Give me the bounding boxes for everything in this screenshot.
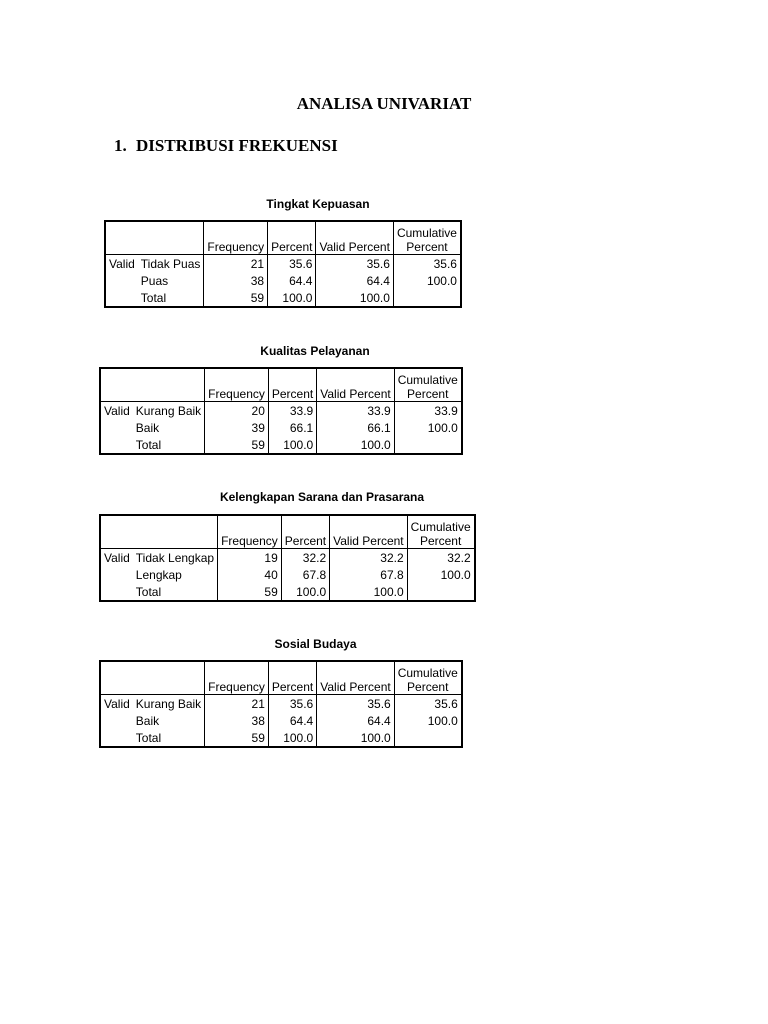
column-header: Cumulative Percent [393, 221, 461, 255]
frequency-table [99, 514, 476, 602]
percent-cell: 35.6 [268, 255, 316, 273]
row-category: Lengkap [133, 566, 218, 583]
column-header: Frequency [205, 661, 269, 695]
header-empty-cell [133, 661, 205, 695]
row-group-label: Valid [109, 257, 135, 271]
header-empty-cell [133, 368, 205, 402]
percent-cell: 66.1 [268, 419, 316, 436]
header-empty-cell [100, 368, 133, 402]
cumulative-percent-cell: 100.0 [394, 712, 462, 729]
row-group-label [100, 566, 133, 583]
frequency-cell: 21 [204, 255, 268, 273]
row-group-label [100, 419, 133, 436]
row-category: Baik [133, 419, 205, 436]
table-caption: Kualitas Pelayanan [260, 344, 370, 358]
row-group-label [105, 289, 138, 307]
percent-cell: 33.9 [268, 402, 316, 420]
column-header: Frequency [218, 515, 282, 549]
row-category: Total [133, 583, 218, 601]
section-heading [114, 136, 338, 156]
row-group-label [100, 583, 133, 601]
header-empty-cell [105, 221, 138, 255]
percent-cell: 67.8 [281, 566, 329, 583]
frequency-cell: 59 [205, 729, 269, 747]
valid-percent-cell: 66.1 [317, 419, 394, 436]
table-row [100, 583, 475, 601]
table-header-row [105, 221, 461, 255]
valid-percent-cell: 33.9 [317, 402, 394, 420]
header-empty-cell [138, 221, 204, 255]
table-caption: Tingkat Kepuasan [266, 197, 370, 211]
table-row [100, 729, 462, 747]
row-category: Tidak Puas [138, 255, 204, 273]
frequency-cell: 59 [205, 436, 269, 454]
header-empty-cell [100, 515, 133, 549]
frequency-cell: 19 [218, 549, 282, 567]
frequency-cell: 40 [218, 566, 282, 583]
row-category: Total [133, 436, 205, 454]
cumulative-percent-cell: 35.6 [393, 255, 461, 273]
valid-percent-cell: 100.0 [317, 436, 394, 454]
cumulative-percent-cell: 33.9 [394, 402, 462, 420]
column-header: Percent [268, 661, 316, 695]
valid-percent-cell: 67.8 [330, 566, 407, 583]
table-row [105, 272, 461, 289]
header-empty-cell [133, 515, 218, 549]
row-group-label [100, 436, 133, 454]
frequency-cell: 39 [205, 419, 269, 436]
row-group-label: Valid [104, 551, 130, 565]
table-row [100, 549, 475, 567]
percent-cell: 100.0 [281, 583, 329, 601]
valid-percent-cell: 32.2 [330, 549, 407, 567]
cumulative-percent-cell [394, 729, 462, 747]
table-row [100, 712, 462, 729]
row-group-label: Valid [104, 404, 130, 418]
row-category: Total [133, 729, 205, 747]
valid-percent-cell: 100.0 [317, 729, 394, 747]
table-header-row [100, 661, 462, 695]
column-header: Cumulative Percent [394, 661, 462, 695]
table-row [100, 436, 462, 454]
table-caption: Kelengkapan Sarana dan Prasarana [219, 490, 425, 504]
frequency-cell: 38 [204, 272, 268, 289]
column-header: Valid Percent [317, 368, 394, 402]
column-header: Cumulative Percent [407, 515, 475, 549]
row-category: Puas [138, 272, 204, 289]
cumulative-percent-cell: 100.0 [407, 566, 475, 583]
valid-percent-cell: 100.0 [330, 583, 407, 601]
percent-cell: 35.6 [268, 695, 316, 713]
column-header: Percent [268, 221, 316, 255]
table-row [100, 402, 462, 420]
frequency-cell: 38 [205, 712, 269, 729]
column-header: Frequency [204, 221, 268, 255]
frequency-table [104, 220, 462, 308]
valid-percent-cell: 64.4 [317, 712, 394, 729]
valid-percent-cell: 100.0 [316, 289, 393, 307]
table-row [100, 695, 462, 713]
table-row [105, 289, 461, 307]
row-group-label [100, 729, 133, 747]
table-row [100, 419, 462, 436]
valid-percent-cell: 35.6 [316, 255, 393, 273]
table-row [105, 255, 461, 273]
valid-percent-cell: 35.6 [317, 695, 394, 713]
header-empty-cell [100, 661, 133, 695]
percent-cell: 64.4 [268, 272, 316, 289]
table-row [100, 566, 475, 583]
cumulative-percent-cell: 32.2 [407, 549, 475, 567]
column-header: Frequency [205, 368, 269, 402]
table-caption: Sosial Budaya [274, 637, 357, 651]
row-group-label: Valid [104, 697, 130, 711]
row-category: Tidak Lengkap [133, 549, 218, 567]
percent-cell: 100.0 [268, 729, 316, 747]
percent-cell: 32.2 [281, 549, 329, 567]
cumulative-percent-cell [407, 583, 475, 601]
frequency-table [99, 367, 463, 455]
column-header: Cumulative Percent [394, 368, 462, 402]
cumulative-percent-cell: 100.0 [394, 419, 462, 436]
table-header-row [100, 515, 475, 549]
row-category: Total [138, 289, 204, 307]
cumulative-percent-cell: 35.6 [394, 695, 462, 713]
valid-percent-cell: 64.4 [316, 272, 393, 289]
row-category: Kurang Baik [133, 402, 205, 420]
row-group-label [105, 272, 138, 289]
column-header: Valid Percent [330, 515, 407, 549]
cumulative-percent-cell: 100.0 [393, 272, 461, 289]
document-title: ANALISA UNIVARIAT [296, 94, 472, 113]
column-header: Percent [268, 368, 316, 402]
frequency-cell: 59 [218, 583, 282, 601]
table-header-row [100, 368, 462, 402]
row-group-label [100, 712, 133, 729]
row-category: Kurang Baik [133, 695, 205, 713]
section-title: DISTRIBUSI FREKUENSI [136, 136, 338, 155]
column-header: Valid Percent [317, 661, 394, 695]
row-category: Baik [133, 712, 205, 729]
column-header: Percent [281, 515, 329, 549]
section-number: 1. [114, 136, 127, 155]
frequency-cell: 59 [204, 289, 268, 307]
frequency-cell: 20 [205, 402, 269, 420]
cumulative-percent-cell [394, 436, 462, 454]
percent-cell: 100.0 [268, 436, 316, 454]
column-header: Valid Percent [316, 221, 393, 255]
frequency-cell: 21 [205, 695, 269, 713]
percent-cell: 100.0 [268, 289, 316, 307]
frequency-table [99, 660, 463, 748]
percent-cell: 64.4 [268, 712, 316, 729]
cumulative-percent-cell [393, 289, 461, 307]
